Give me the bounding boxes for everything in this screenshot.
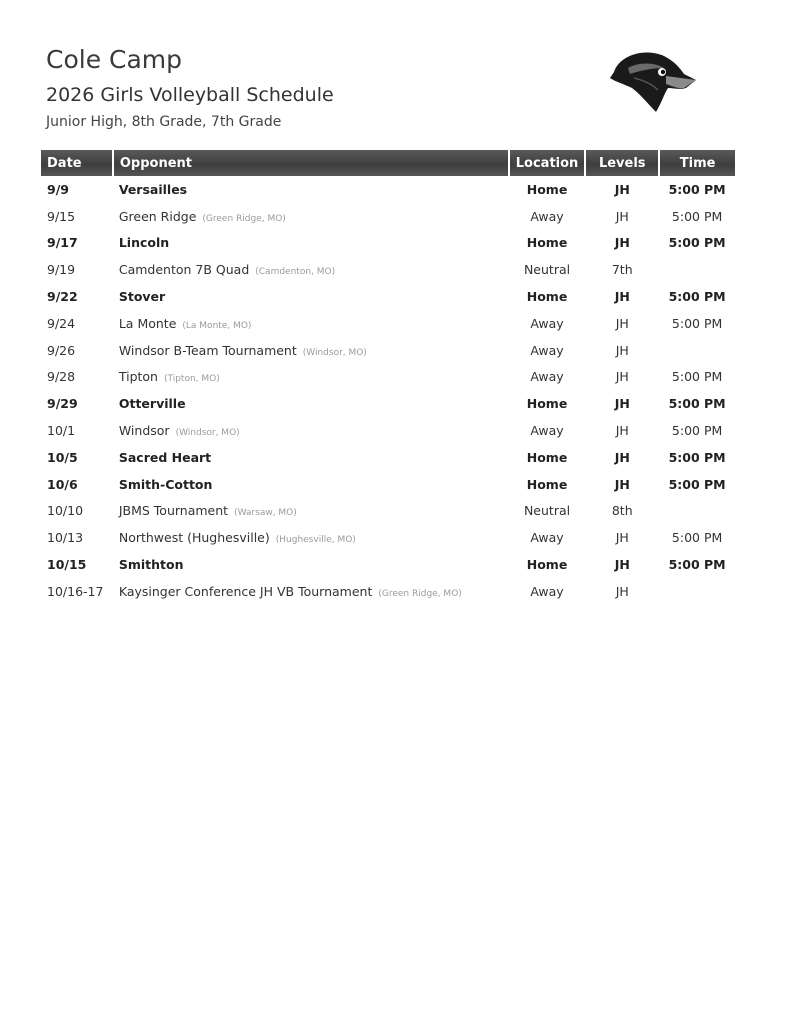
cell-opponent-text: Sacred Heart bbox=[118, 449, 212, 465]
cell-date bbox=[41, 551, 113, 578]
col-header-time: Time bbox=[659, 150, 735, 176]
cell-time-text: 5:00 PM bbox=[671, 423, 723, 439]
cell-opponent bbox=[113, 498, 509, 525]
cell-location-text: Away bbox=[530, 530, 564, 546]
cell-date-text: 10/6 bbox=[47, 476, 78, 492]
cell-location bbox=[509, 256, 586, 283]
cell-time bbox=[659, 444, 735, 471]
cell-levels bbox=[585, 176, 659, 203]
cell-levels-text: JH bbox=[614, 557, 630, 573]
cell-time-text: 5:00 PM bbox=[668, 235, 726, 251]
cell-opponent-text: La Monte bbox=[118, 315, 177, 331]
table-row bbox=[41, 444, 735, 471]
cell-location bbox=[509, 337, 586, 364]
cell-levels bbox=[585, 310, 659, 337]
table-row bbox=[41, 337, 735, 364]
cell-levels bbox=[585, 390, 659, 417]
cell-location-text: Away bbox=[530, 369, 564, 385]
cell-date bbox=[41, 283, 113, 310]
cell-time bbox=[659, 417, 735, 444]
table-row bbox=[41, 390, 735, 417]
cell-location bbox=[509, 283, 586, 310]
cell-date-text: 10/5 bbox=[47, 449, 78, 465]
cell-levels bbox=[585, 578, 659, 605]
cell-time bbox=[659, 364, 735, 391]
cell-time-text: 5:00 PM bbox=[668, 476, 726, 492]
cell-location bbox=[509, 203, 586, 230]
cell-time bbox=[659, 230, 735, 257]
cell-opponent bbox=[113, 176, 509, 203]
cell-date bbox=[41, 310, 113, 337]
cell-levels bbox=[585, 417, 659, 444]
cell-date-text: 9/15 bbox=[47, 208, 76, 224]
table-row bbox=[41, 256, 735, 283]
eagle-head-icon bbox=[606, 44, 698, 116]
cell-levels-text: 7th bbox=[611, 262, 633, 278]
cell-levels-text: JH bbox=[615, 369, 629, 385]
cell-location bbox=[509, 417, 586, 444]
cell-levels bbox=[585, 256, 659, 283]
cell-opponent bbox=[113, 417, 509, 444]
cell-time-text: 5:00 PM bbox=[668, 449, 726, 465]
table-row bbox=[41, 310, 735, 337]
cell-date-text: 9/9 bbox=[47, 181, 69, 197]
cell-date bbox=[41, 364, 113, 391]
cell-date-text: 9/29 bbox=[47, 396, 78, 412]
cell-time-text: 5:00 PM bbox=[668, 289, 726, 305]
cell-date bbox=[41, 498, 113, 525]
cell-opponent-text: Versailles bbox=[118, 181, 188, 197]
table-row bbox=[41, 524, 735, 551]
cell-levels-text: JH bbox=[614, 476, 630, 492]
cell-date bbox=[41, 578, 113, 605]
cell-time bbox=[659, 551, 735, 578]
cell-date bbox=[41, 337, 113, 364]
cell-opponent bbox=[113, 283, 509, 310]
venue-note: (Warsaw, MO) bbox=[234, 508, 297, 519]
venue-note: (Camdenton, MO) bbox=[255, 267, 336, 278]
cell-levels bbox=[585, 230, 659, 257]
cell-levels bbox=[585, 498, 659, 525]
table-row bbox=[41, 578, 735, 605]
cell-location-text: Away bbox=[530, 315, 564, 331]
venue-note: (Green Ridge, MO) bbox=[378, 588, 462, 599]
cell-location-text: Home bbox=[526, 557, 568, 573]
cell-location-text: Home bbox=[526, 449, 568, 465]
cell-time bbox=[659, 310, 735, 337]
cell-levels bbox=[585, 337, 659, 364]
cell-location bbox=[509, 444, 586, 471]
cell-levels bbox=[585, 524, 659, 551]
cell-opponent-text: Camdenton 7B Quad bbox=[118, 262, 250, 278]
table-row bbox=[41, 203, 735, 230]
cell-time-text: 5:00 PM bbox=[671, 315, 723, 331]
cell-levels bbox=[585, 364, 659, 391]
cell-time bbox=[659, 524, 735, 551]
cell-opponent-text: Green Ridge bbox=[118, 208, 197, 224]
cell-location-text: Home bbox=[526, 235, 568, 251]
cell-location bbox=[509, 498, 586, 525]
cell-opponent-text: Stover bbox=[118, 289, 166, 305]
col-header-location: Location bbox=[509, 150, 586, 176]
cell-time-text: 5:00 PM bbox=[671, 208, 723, 224]
table-row bbox=[41, 283, 735, 310]
cell-levels bbox=[585, 203, 659, 230]
cell-levels-text: JH bbox=[615, 208, 629, 224]
cell-levels-text: JH bbox=[614, 396, 630, 412]
cell-opponent-text: Smithton bbox=[118, 557, 184, 573]
cell-date-text: 9/28 bbox=[47, 369, 76, 385]
cell-location-text: Home bbox=[526, 476, 568, 492]
venue-note: (Windsor, MO) bbox=[302, 347, 367, 358]
cell-location-text: Neutral bbox=[523, 503, 571, 519]
cell-levels bbox=[585, 471, 659, 498]
cell-date bbox=[41, 471, 113, 498]
cell-opponent-text: JBMS Tournament bbox=[118, 503, 229, 519]
cell-levels-text: JH bbox=[614, 235, 630, 251]
cell-levels-text: JH bbox=[614, 449, 630, 465]
cell-opponent-text: Tipton bbox=[118, 369, 158, 385]
cell-date-text: 10/1 bbox=[47, 423, 76, 439]
cell-levels-text: JH bbox=[615, 423, 629, 439]
cell-location bbox=[509, 471, 586, 498]
cell-time bbox=[659, 256, 735, 283]
cell-date-text: 9/22 bbox=[47, 289, 78, 305]
cell-opponent-text: Windsor B-Team Tournament bbox=[118, 342, 297, 358]
cell-date bbox=[41, 417, 113, 444]
cell-opponent bbox=[113, 444, 509, 471]
table-header-row bbox=[41, 150, 735, 176]
cell-time-text: 5:00 PM bbox=[671, 369, 723, 385]
cell-location bbox=[509, 524, 586, 551]
cell-location-text: Away bbox=[530, 342, 564, 358]
cell-time bbox=[659, 498, 735, 525]
cell-time bbox=[659, 390, 735, 417]
cell-opponent bbox=[113, 471, 509, 498]
table-row bbox=[41, 498, 735, 525]
cell-date bbox=[41, 444, 113, 471]
venue-note: (Green Ridge, MO) bbox=[202, 213, 286, 224]
cell-opponent bbox=[113, 203, 509, 230]
cell-location bbox=[509, 551, 586, 578]
venue-note: (Hughesville, MO) bbox=[275, 535, 356, 546]
cell-opponent bbox=[113, 551, 509, 578]
cell-opponent bbox=[113, 337, 509, 364]
schedule-header bbox=[46, 44, 334, 132]
cell-location-text: Home bbox=[526, 396, 568, 412]
cell-location bbox=[509, 176, 586, 203]
cell-levels bbox=[585, 283, 659, 310]
cell-location bbox=[509, 310, 586, 337]
schedule-rows bbox=[41, 176, 735, 605]
cell-opponent bbox=[113, 390, 509, 417]
cell-opponent-text: Lincoln bbox=[118, 235, 170, 251]
col-header-date: Date bbox=[41, 150, 113, 176]
table-row bbox=[41, 551, 735, 578]
cell-location bbox=[509, 390, 586, 417]
cell-date-text: 10/10 bbox=[47, 503, 84, 519]
table-row bbox=[41, 230, 735, 257]
cell-levels-text: 8th bbox=[611, 503, 633, 519]
cell-date bbox=[41, 230, 113, 257]
cell-opponent-text: Otterville bbox=[118, 396, 186, 412]
cell-time-text: 5:00 PM bbox=[668, 396, 726, 412]
school-name: Cole Camp bbox=[46, 45, 183, 74]
cell-levels-text: JH bbox=[615, 342, 629, 358]
cell-opponent bbox=[113, 310, 509, 337]
cell-location bbox=[509, 230, 586, 257]
cell-levels-text: JH bbox=[615, 530, 629, 546]
table-row bbox=[41, 364, 735, 391]
cell-time-text: 5:00 PM bbox=[671, 530, 723, 546]
cell-date-text: 10/13 bbox=[47, 530, 84, 546]
schedule-table bbox=[41, 150, 735, 605]
cell-opponent-text: Smith-Cotton bbox=[118, 476, 213, 492]
cell-opponent bbox=[113, 578, 509, 605]
cell-opponent-text: Northwest (Hughesville) bbox=[118, 530, 270, 546]
cell-time bbox=[659, 471, 735, 498]
cell-location-text: Away bbox=[530, 423, 564, 439]
venue-note: (La Monte, MO) bbox=[182, 320, 252, 331]
cell-levels-text: JH bbox=[614, 289, 630, 305]
cell-location-text: Home bbox=[526, 181, 568, 197]
cell-location-text: Away bbox=[530, 583, 564, 599]
cell-opponent bbox=[113, 230, 509, 257]
cell-opponent bbox=[113, 256, 509, 283]
col-header-opponent: Opponent bbox=[113, 150, 509, 176]
cell-date-text: 10/15 bbox=[47, 557, 87, 573]
cell-date-text: 9/26 bbox=[47, 342, 76, 358]
cell-opponent-text: Windsor bbox=[118, 423, 170, 439]
cell-date-text: 10/16-17 bbox=[47, 583, 104, 599]
cell-opponent bbox=[113, 364, 509, 391]
schedule-title: 2026 Girls Volleyball Schedule bbox=[46, 84, 334, 106]
cell-levels-text: JH bbox=[615, 583, 629, 599]
cell-date bbox=[41, 203, 113, 230]
cell-levels-text: JH bbox=[615, 315, 629, 331]
cell-time-text: 5:00 PM bbox=[668, 557, 726, 573]
cell-time bbox=[659, 176, 735, 203]
venue-note: (Tipton, MO) bbox=[163, 374, 220, 385]
cell-date-text: 9/24 bbox=[47, 315, 76, 331]
cell-time bbox=[659, 283, 735, 310]
cell-date bbox=[41, 256, 113, 283]
cell-levels bbox=[585, 551, 659, 578]
cell-date bbox=[41, 524, 113, 551]
cell-time-text: 5:00 PM bbox=[668, 181, 726, 197]
cell-location bbox=[509, 364, 586, 391]
cell-time bbox=[659, 578, 735, 605]
cell-time bbox=[659, 337, 735, 364]
cell-location-text: Away bbox=[530, 208, 564, 224]
cell-opponent bbox=[113, 524, 509, 551]
cell-location-text: Home bbox=[526, 289, 568, 305]
table-row bbox=[41, 471, 735, 498]
cell-location bbox=[509, 578, 586, 605]
cell-opponent-text: Kaysinger Conference JH VB Tournament bbox=[118, 583, 373, 599]
col-header-levels: Levels bbox=[585, 150, 659, 176]
cell-date bbox=[41, 176, 113, 203]
schedule-subtitle: Junior High, 8th Grade, 7th Grade bbox=[46, 114, 282, 130]
table-row bbox=[41, 417, 735, 444]
cell-date-text: 9/17 bbox=[47, 235, 78, 251]
cell-location-text: Neutral bbox=[523, 262, 571, 278]
cell-time bbox=[659, 203, 735, 230]
cell-levels bbox=[585, 444, 659, 471]
venue-note: (Windsor, MO) bbox=[175, 428, 240, 439]
cell-levels-text: JH bbox=[614, 181, 630, 197]
cell-date bbox=[41, 390, 113, 417]
table-row bbox=[41, 176, 735, 203]
cell-date-text: 9/19 bbox=[47, 262, 76, 278]
